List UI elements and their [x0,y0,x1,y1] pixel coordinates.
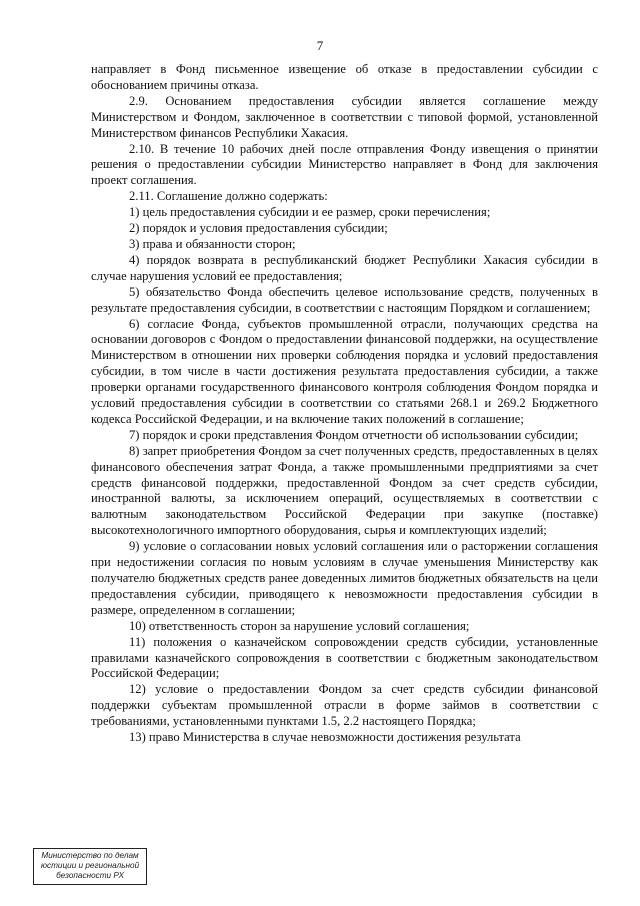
paragraph: 10) ответственность сторон за нарушение условий соглашения; [129,618,470,633]
paragraph: 4) порядок возврата в республиканский бюджет Республики Хакасия субсидии в случае нарушения условий ее предоставления; [91,252,598,283]
paragraph: направляет в Фонд письменное извещение об отказе в предоставлении субсидии с обоснованием причины отказа. [91,62,598,92]
paragraph: 12) условие о предоставлении Фондом за счет средств субсидии финансовой поддержки субъектам промышленной отрасли в форме займов в соответствии с требованиями, установленными пунктами 1.5, 2.2 настоящего Порядка; [91,682,598,729]
registration-stamp [33,848,147,885]
paragraph: 2) порядок и условия предоставления субсидии; [129,221,388,236]
paragraph: 9) условие о согласовании новых условий соглашения или о расторжении соглашения при недостижении согласия по новым условиям в случае уменьшения Министерству как получателю бюджетных средств ранее доведенных лимитов бюджетных обязательств на цели предоставления субсидии, приводящего к невозможности предоставления субсидии в размере, определенном в соглашении; [91,539,598,617]
paragraph: 2.11. Соглашение должно содержать: [129,189,328,204]
paragraph: 2.10. В течение 10 рабочих дней после отправления Фонду извещения о принятии решения о предоставлении субсидии Министерство направляет в Фонд для заключения проект соглашения. [91,141,598,188]
paragraph: 8) запрет приобретения Фондом за счет полученных средств, предоставленных в целях финансового обеспечения затрат Фонда, а также промышленными предприятиями за счет средств финансовой поддержки, предоставленной Фондом за счет средств субсидии, иностранной валюты, за исключением операций, осуществляемых в соответствии с валютным законодательством Российской Федерации при закупке (поставке) высокотехнологичного импортного оборудования, сырья и комплектующих изделий; [91,443,598,538]
stamp-line: безопасности РХ [56,871,124,880]
paragraph: 13) право Министерства в случае невозможности достижения результата [129,730,521,745]
paragraph: 5) обязательство Фонда обеспечить целевое использование средств, полученных в результате предоставления субсидии, в соответствии с настоящим Порядком и соглашением; [91,284,598,315]
document-body [91,62,598,746]
stamp-line: юстиции и региональной [40,861,140,870]
paragraph: 1) цель предоставления субсидии и ее размер, сроки перечисления; [129,205,491,220]
paragraph: 3) права и обязанности сторон; [129,236,296,251]
stamp-line: Министерство по делам [41,851,139,860]
page-number: 7 [316,38,324,53]
paragraph: 2.9. Основанием предоставления субсидии является соглашение между Министерством и Фондом, заключенное в соответствии с типовой формой, установленной Министерством финансов Республики Хакасия. [91,93,598,140]
paragraph: 11) положения о казначейском сопровождении средств субсидии, установленные правилами казначейского сопровождения в соответствии с бюджетным законодательством Российской Федерации; [91,634,598,681]
paragraph: 6) согласие Фонда, субъектов промышленной отрасли, получающих средства на основании договоров с Фондом о предоставлении финансовой поддержки, на осуществление Министерством в отношении них проверки соблюдения порядка и условий предоставления субсидии, в том числе в части достижения результата предоставления субсидии, а также проверки органами государственного финансового контроля соблюдения Фондом порядка и условий предоставления субсидии в соответствии со статьями 268.1 и 269.2 Бюджетного кодекса Российской Федерации, и на включение таких положений в соглашение; [91,316,598,426]
paragraph: 7) порядок и сроки представления Фондом отчетности об использовании субсидии; [129,427,579,442]
